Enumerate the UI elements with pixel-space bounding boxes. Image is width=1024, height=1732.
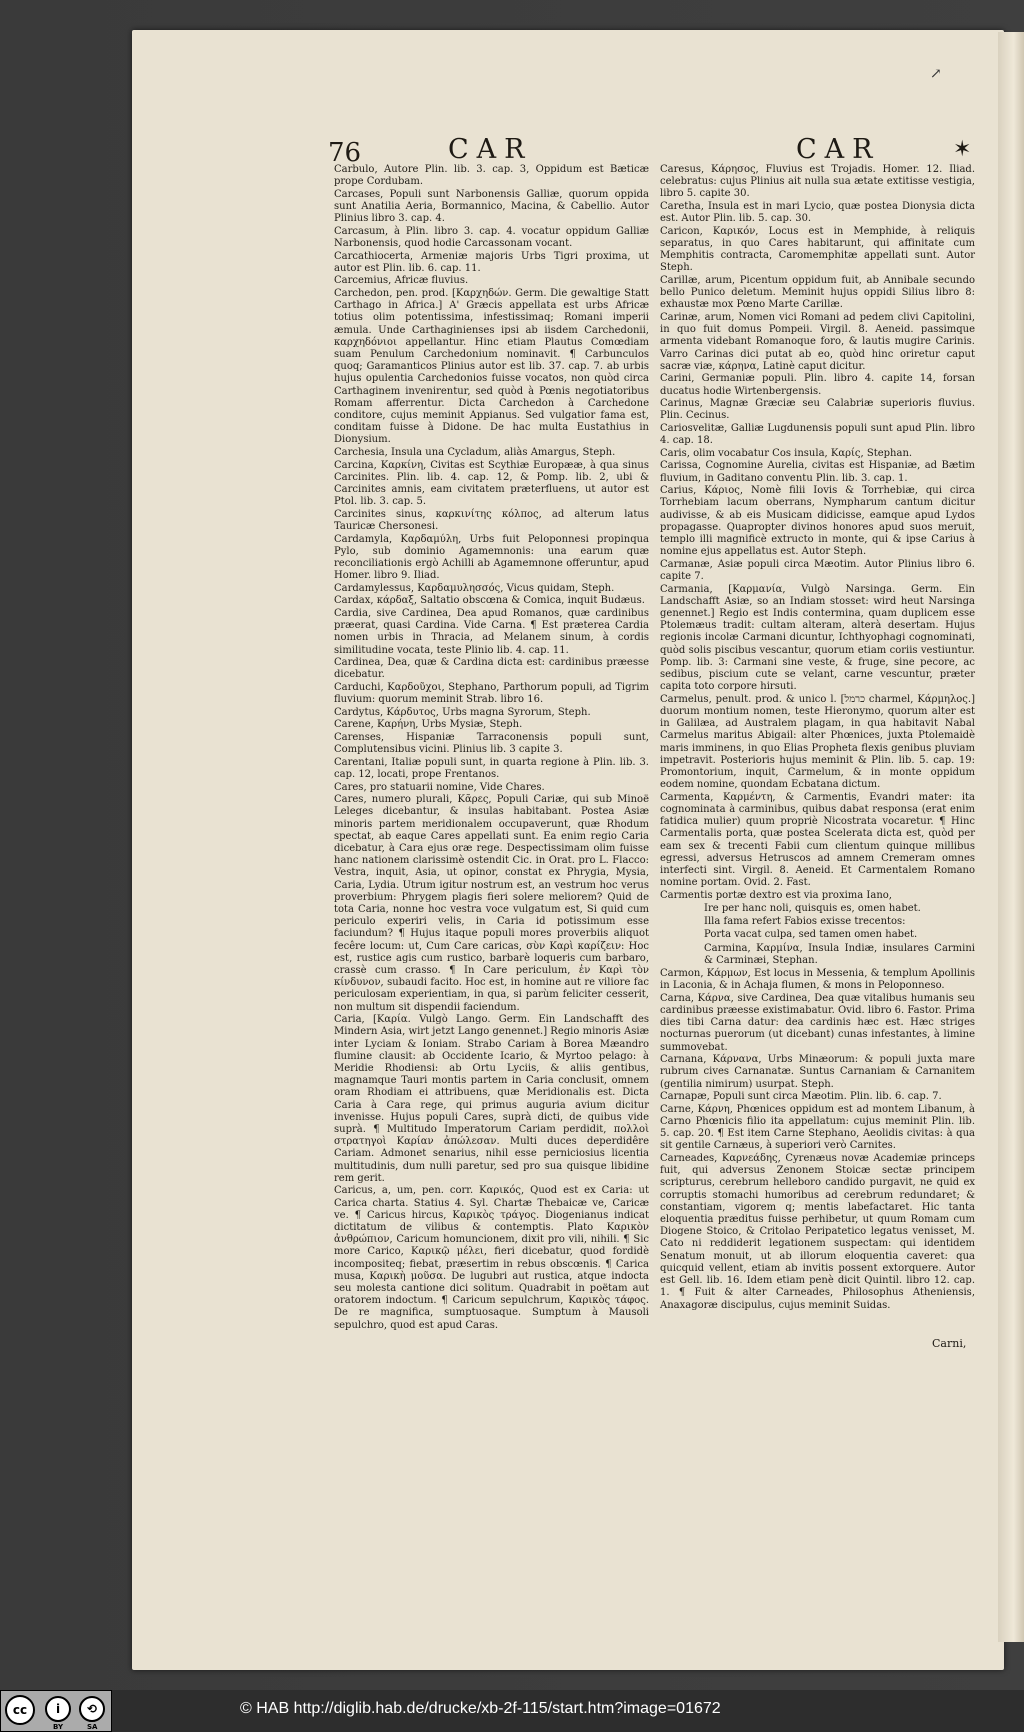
dictionary-entry: Carmelus, penult. prod. & unico l. [כרמל charmel, Κάρμηλος.] duorum montium nomen, teste Hieronymo, quorum alter est in Galilæa, ad Australem plagam, in qua habitavit Nabal Carmelus maritus Abigail: alter Phœnices, juxta Ptolemaidè maris imminens, in quo Elias Propheta flexis genibus pluviam impetravit. Posterioris hujus meminit & Plin. lib. 5. cap. 19: Promontorium, inquit, Carmelum, & in monte oppidum eodem nomine, quondam Ecbatana dictum. — [660, 693, 975, 791]
dictionary-entry: Carene, Καρήνη, Urbs Mysiæ, Steph. — [334, 719, 523, 731]
dictionary-entry: Caricon, Καρικόν, Locus est in Memphide, à reliquis separatus, in quo Cares habitarunt, qui affinitate cum Memphitis contracta, Caromemphitæ appellati sunt. Autor Steph. — [660, 225, 975, 274]
dictionary-entry: Carenses, Hispaniæ Tarraconensis populi sunt, Complutensibus vicini. Plinius lib. 3 capite 3. — [334, 731, 649, 756]
verse-line: Porta vacat culpa, sed tamen omen habet. — [704, 929, 918, 941]
dictionary-entry: Carillæ, arum, Picentum oppidum fuit, ab Annibale secundo bello Punico deletum. Meminit hujus oppidi Silius libro 8: exhaustæ mox Pœno Marte Carillæ. — [660, 275, 975, 311]
dictionary-entry: Carcasum, à Plin. libro 3. cap. 4. vocatur oppidum Galliæ Narbonensis, quod hodie Carcassonam vocant. — [334, 225, 649, 249]
cc-license-badge[interactable] — [0, 1690, 112, 1732]
running-head-right: CAR — [796, 134, 881, 165]
printer-mark: ✶ — [953, 137, 972, 162]
cc-icon: cc — [5, 1695, 35, 1725]
sa-label: SA — [87, 1723, 98, 1731]
catchword: Carni, — [932, 1337, 967, 1350]
dictionary-entry: Cardamylessus, Καρδαμυλησσός, Vicus quidam, Steph. — [334, 582, 615, 594]
dictionary-entry: Carcina, Καρκίνη, Civitas est Scythiæ Europææ, à qua sinus Carcinites. Plin. lib. 4. cap. 12, & Pomp. lib. 2, ubi & Carcinites amnis, eam civitatem præterfluens, ut autor est Ptol. lib. 3. cap. 5. — [334, 459, 649, 508]
dictionary-entry: Carinæ, arum, Nomen vici Romani ad pedem clivi Capitolini, in quo fuit domus Pompeii. Virgil. 8. Aeneid. passimque armenta videbant Romanoque foro, & lautis mugire Carinis. Varro Carinas dici putat ab eo, quòd hinc oriretur caput sacræ viæ, κάρηνα, Latinè caput dicitur. — [660, 312, 975, 372]
dictionary-entry: Carmania, [Καρμανία, Vulgò Narsinga. Germ. Ein Landschafft Asiæ, so an Indiam stosset: wird heut Narsinga genennet.] Regio est Indis contermina, quam duplicem esse Ptolemæus tradit: cultam alteram, alterà desertam. Hujus regionis incolæ Carmani dicuntur, Ichthyophagi cognominati, quòd solis piscibus vescantur, quorum etiam coriis vestiuntur. Pomp. lib. 3: Carmani sine veste, & fruge, sine pecore, ac sedibus, piscium cute se velant, carne vescuntur, præter capita toto corpore hirsuti. — [660, 583, 975, 693]
dictionary-entry: Caris, olim vocabatur Cos insula, Καρίς, Stephan. — [660, 447, 913, 459]
by-label: BY — [53, 1723, 64, 1731]
dictionary-entry: Carini, Germaniæ populi. Plin. libro 4. capite 14, forsan ducatus hodie Wirtenbergensis. — [660, 373, 975, 397]
right-column — [660, 164, 975, 1312]
dictionary-entry: Carissa, Cognomine Aurelia, civitas est Hispaniæ, ad Bætim fluvium, in Gaditano conventu Plin. lib. 3. cap. 1. — [660, 460, 975, 484]
dictionary-entry: Carmon, Κάρμων, Est locus in Messenia, & templum Apollinis in Laconia, & in Achaja flumen, & mons in Peloponneso. — [660, 968, 975, 992]
dictionary-entry: Carmenta, Καρμέντη, & Carmentis, Evandri mater: ita cognominata à carminibus, quibus dabat responsa (erat enim fatidica mulier) quum propriè Nicostrata vocaretur. ¶ Hinc Carmentalis porta, quæ postea Scelerata dicta est, quòd per eam sex & trecenti Fabii cum clientum quinque millibus egressi, adversus Hetruscos ad amnem Cremeram omnes interfecti sint. Virgil. 8. Aeneid. Et Carmentalem Romano nomine portam. Ovid. 2. Fast. — [660, 791, 975, 889]
dictionary-entry: Carchesia, Insula una Cycladum, aliàs Amargus, Steph. — [334, 447, 616, 459]
dictionary-entry: Carius, Κάριος, Nomè filii Iovis & Torrhebiæ, qui circa Torrhebiam lacum oberrans, Nympharum cantum dicitur audivisse, & ab eis Musicam didicisse, eamque apud Lydos propagasse. Quapropter divinos honores apud suos meruit, templo illi magnificè extructo in monte, qui & ipse Carius à nomine ejus appellatus est. Autor Steph. — [660, 485, 975, 558]
dictionary-entry: Carcemius, Africæ fluvius. — [334, 275, 469, 287]
dictionary-entry: Cardia, sive Cardinea, Dea apud Romanos, quæ cardinibus præerat, quasi Cardina. Vide Carna. ¶ Est præterea Cardia nomen urbis in Thracia, ad Melanem sinum, à cordis similitudine vocata, teste Plinio lib. 4. cap. 11. — [334, 608, 649, 656]
dictionary-entry: Caresus, Κάρησος, Fluvius est Trojadis. Homer. 12. Iliad. celebratus: cujus Plinius ait nulla sua ætate extitisse vestigia, libro 5. capite 30. — [660, 164, 975, 200]
next-page-edge — [998, 32, 1024, 1642]
dictionary-entry: Carna, Κάρνα, sive Cardinea, Dea quæ vitalibus humanis seu cardinibus præesse existimabatur. Ovid. libro 6. Fastor. Prima dies tibi Carna datur: dea cardinis hæc est. Hæc striges nocturnas puerorum (ut dicebant) cunas infestantes, à limine summovebat. — [660, 992, 975, 1053]
share-alike-icon: ⟲ — [79, 1696, 105, 1722]
attribution-icon: i — [45, 1696, 71, 1722]
dictionary-entry: Caretha, Insula est in mari Lycio, quæ postea Dionysia dicta est. Autor Plin. lib. 5. cap. 30. — [660, 201, 975, 225]
dictionary-entry: Cares, pro statuarii nomine, Vide Chares. — [334, 781, 545, 793]
dictionary-entry: Cardax, κάρδαξ, Saltatio obscœna & Comica, inquit Budæus. — [334, 595, 645, 607]
dictionary-entry: Cardytus, Κάρδυτος, Urbs magna Syrorum, Steph. — [334, 706, 591, 718]
dictionary-entry: Carchedon, pen. prod. [Καρχηδών. Germ. Die gewaltige Statt Carthago in Africa.] A' Græcis appellata est urbs Africæ totius olim potentissima, infestissimaq; Romani imperii æmula. Unde Carthaginienses ipsi ab iisdem Carchedonii, καρχηδόνιοι appellantur. Hinc etiam Plautus Comœdiam suam Penulum Carchedonium nominavit. ¶ Carbunculos quoq; Garamanticos Plinius autor est lib. 37. cap. 7. ab urbis hujus opulentia Carchedonios fuisse vocatos, non quòd circa Carthaginem invenirentur, sed quòd à Pœnis negotiatoribus Romam afferrentur. Dicta Carchedon à Carchedone conditore, cujus meminit Appianus. Sed vulgatior fama est, conditam fuisse à Didone. De hac multa Eustathius in Dionysium. — [334, 287, 649, 446]
dictionary-entry: Carnana, Κάρνανα, Urbs Minæorum: & populi juxta mare rubrum cives Carnanatæ. Suntus Carnaniam & Carnanitem (gentilia nimirum) usurpat. Steph. — [660, 1054, 975, 1090]
dictionary-entry: Carnapæ, Populi sunt circa Mæotim. Plin. lib. 6. cap. 7. — [660, 1091, 942, 1103]
dictionary-entry: Caria, [Καρία. Vulgò Lango. Germ. Ein Landschafft des Mindern Asia, wirt jetzt Lango genennet.] Regio minoris Asiæ inter Lyciam & Ioniam. Strabo Cariam à Borea Mæandro flumine clausit: ab Occidente Icario, & Myrtoo pelago: à Meridie Rhodiensi: ab Ortu Lyciis, & aliis gentibus, magnamque Tauri montis partem in Caria conclusit, omnem oram Rhodiam ei attribuens, quæ Meridionalis est. Dicta Caria à Cara rege, qui primus auguria avium dicitur invenisse. Hujus populi Cares, suprà dicti, de quibus vide suprà. ¶ Multitudo Imperatorum Cariam perdidit, πολλοὶ στρατηγοὶ Καρίαν ἀπώλεσαν. Multi duces deperdidêre Cariam. Admonet senarius, nihil esse perniciosius licentia multitudinis, dum nulli paretur, sed pro sua quisque libidine rem gerit. — [334, 1014, 649, 1184]
dictionary-entry: Cares, numero plurali, Κᾶρες, Populi Cariæ, qui sub Minoë Leleges dicebantur, & insulas habitabant. Postea Asiæ minoris partem meridionalem occupaverunt, quæ Rhodum spectat, ab eaque Cares appellati sunt. Ea enim regio Caria dicebatur, à Cara ejus oræ rege. Despectissimam olim fuisse hanc nationem clarissimè ostendit Cic. in Orat. pro L. Flacco: Vestra, inquit, Asia, ut opinor, constat ex Phrygia, Mysia, Caria, Lydia. Utrum igitur nostrum est, an vestrum hoc verus proverbium: Phrygem plagis fieri solere meliorem? Quid de tota Caria, nonne hoc vestra voce vulgatum est, Si quid cum periculo experiri velis, in Caria id potissimum esse faciundum? ¶ Hujus itaque populi mores proverbiis aliquot fecêre locum: ut, Cum Care caricas, σὺν Καρὶ καρίζειν: Hoc est, rustice agis cum rustico, barbarè loqueris cum barbaro, crassè cum crasso. ¶ In Care periculum, ἐν Καρὶ τὸν κίνδυνον, subaudi facito. Hoc est, in homine aut re viliore fac periculosam experientiam, in qua, si parùm feliciter cesserit, non multum sit dispendii faciendum. — [334, 794, 649, 1013]
dictionary-entry: Carcases, Populi sunt Narbonensis Galliæ, quorum oppida sunt Anatilia Aeria, Bormannico, Macina, & Cabellio. Autor Plinius libro 3. cap. 4. — [334, 188, 649, 225]
dictionary-entry: Cardamyla, Καρδαμύλη, Urbs fuit Peloponnesi propinqua Pylo, sub dominio Agamemnonis: una earum quæ reconciliationis ergò Achilli ab Agamemnone offeruntur, apud Homer. libro 9. Iliad. — [334, 533, 649, 582]
pencil-corner-mark: ↗ — [930, 66, 942, 82]
dictionary-entry: Carinus, Magnæ Græciæ seu Calabriæ superioris fluvius. Plin. Cecinus. — [660, 398, 975, 422]
verse-line: Ire per hanc noli, quisquis es, omen habet. — [704, 903, 921, 915]
page-number: 76 — [328, 138, 362, 168]
running-head-left: CAR — [448, 134, 533, 165]
verse-line: Illa fama refert Fabios exisse trecentos: — [704, 916, 906, 928]
dictionary-entry: Carmentis portæ dextro est via proxima Iano, — [660, 889, 892, 901]
dictionary-entry: Carentani, Italiæ populi sunt, in quarta regione à Plin. lib. 3. cap. 12, locati, prope Frentanos. — [334, 756, 649, 780]
dictionary-entry: Carmanæ, Asiæ populi circa Mæotim. Autor Plinius libro 6. capite 7. — [660, 558, 975, 582]
dictionary-entry: Carcathiocerta, Armeniæ majoris Urbs Tigri proxima, ut autor est Plin. lib. 6. cap. 11. — [334, 250, 649, 274]
dictionary-entry: Carne, Κάρνη, Phœnices oppidum est ad montem Libanum, à Carno Phœnicis filio ita appellatum: cujus meminit Plin. lib. 5. cap. 20. ¶ Est item Carne Stephano, Aeolidis civitas: à qua sit gentile Carnæus, à superiori verò Carnites. — [660, 1103, 975, 1152]
dictionary-entry: Cardinea, Dea, quæ & Cardina dicta est: cardinibus præesse dicebatur. — [334, 657, 649, 681]
copyright-link[interactable]: © HAB http://diglib.hab.de/drucke/xb-2f-115/start.htm?image=01672 — [240, 1700, 721, 1717]
dictionary-entry: Carneades, Καρνεάδης, Cyrenæus novæ Academiæ princeps fuit, qui adversus Zenonem Stoicæ sectæ principem scripturus, cerebrum helleboro candido purgavit, ne quid ex corruptis stomachi humoribus ad cerebrum redundaret; & constantiam, vigorem q; mentis labefactaret. Hic tanta eloquentia præditus fuisse perhibetur, ut quum Romam cum Diogene Stoico, & Critolao Peripatetico legatus venisset, M. Cato ni reddiderit legationem suspectam: qui identidem Senatum monuit, ut ab illorum eloquentia caveret: qua quicquid vellent, etiam ab invitis possent extorquere. Autor est Gell. lib. 16. Idem etiam penè dicit Quintil. libro 12. cap. 1. ¶ Fuit & alter Carneades, Philosophus Atheniensis, Anaxagoræ discipulus, cujus meminit Suidas. — [660, 1153, 975, 1311]
dictionary-entry: Cariosvelitæ, Galliæ Lugdunensis populi sunt apud Plin. libro 4. cap. 18. — [660, 423, 975, 447]
dictionary-entry: Carbulo, Autore Plin. lib. 3. cap. 3, Oppidum est Bæticæ prope Cordubam. — [334, 164, 649, 188]
dictionary-entry: Carcinites sinus, καρκινίτης κόλπος, ad alterum latus Tauricæ Chersonesi. — [334, 508, 649, 533]
verse-line: Carmina, Καρμίνα, Insula Indiæ, insulares Carmini & Carminæi, Stephan. — [704, 942, 975, 966]
left-column — [334, 164, 649, 1332]
dictionary-entry: Caricus, a, um, pen. corr. Καρικός, Quod est ex Caria: ut Carica charta. Statius 4. Syl. Chartæ Thebaicæ ve, Caricæ ve. ¶ Caricus hircus, Καρικὸς τράγος. Diogenianus indicat dictitatum de vilibus & contemptis. Plato Καρικὸν ἀνθρώπιον, Caricum homuncionem, dixit pro vili, nihili. ¶ Sic more Carico, Καρικῷ μέλει, fieri dicebatur, quod fordidè incompositeq; fiebat, præsertim in rebus obscœnis. ¶ Carica musa, Καρικὴ μοῦσα. De lugubri aut rustica, atque indocta seu molesta cantione dici solitum. Quadrabit in poëtam aut oratorem indoctum. ¶ Caricum sepulchrum, Καρικὸς τάφος. De re magnifica, sumptuosaque. Sumptum à Mausoli sepulchro, quod est apud Caras. — [334, 1185, 649, 1331]
dictionary-entry: Carduchi, Καρδοῦχοι, Stephano, Parthorum populi, ad Tigrim fluvium: quorum meminit Strab. libro 16. — [334, 682, 649, 706]
